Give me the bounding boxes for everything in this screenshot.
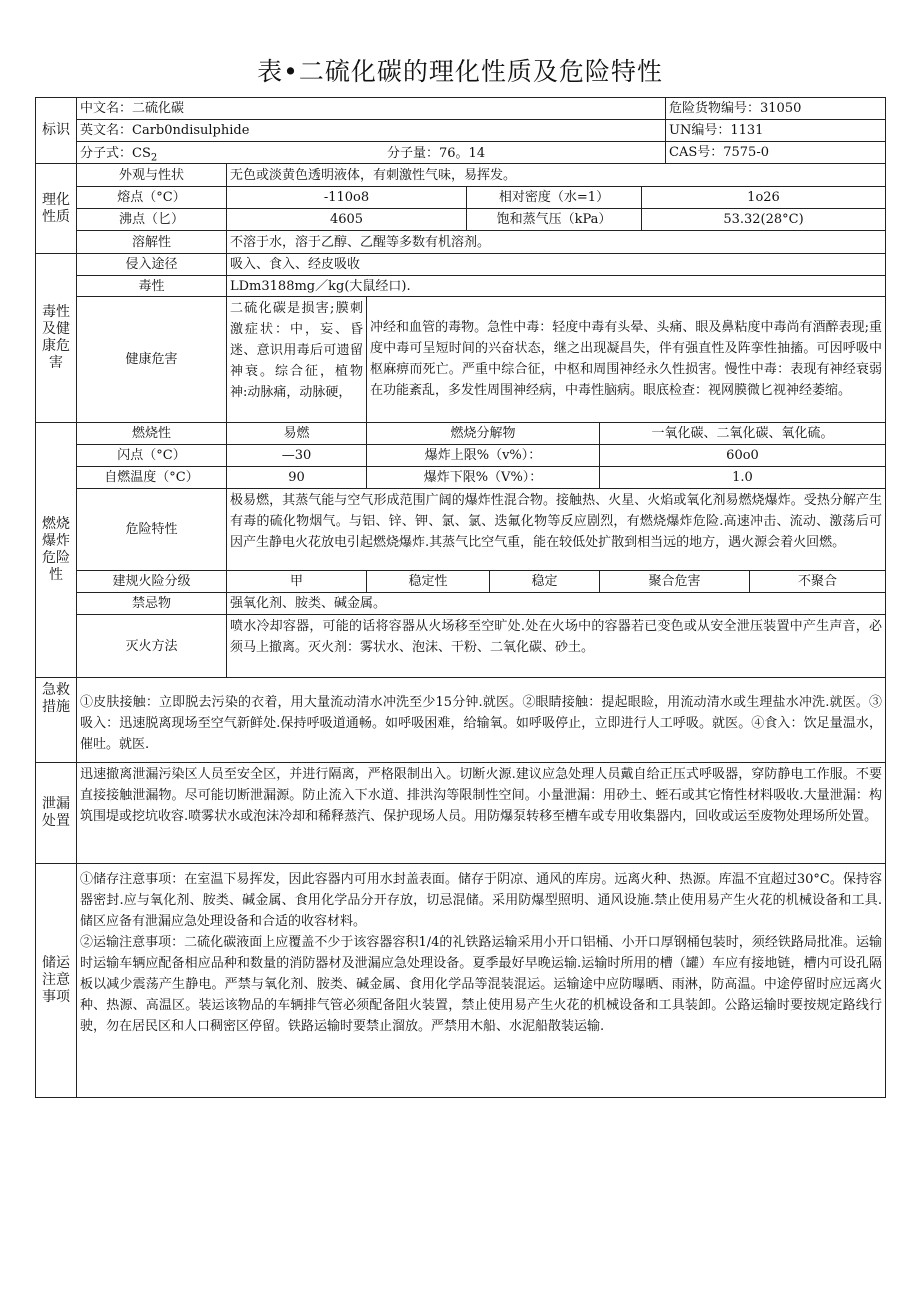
lower-explosion-limit-value: 1.0 [599, 466, 886, 489]
lower-explosion-limit-label: 爆炸下限%（V%）： [366, 466, 600, 489]
storage-paragraph: ①储存注意事项：在室温下易挥发，因此容器内可用水封盖表面。储存于阴凉、通风的库房。远离火种、热源。库温不宜超过30°C。保持容器密封.应与氧化剂、胺类、碱金属、食用化学品分开存放，切忌混储。采用防爆型照明、通风设施.禁止使用易产生火花的机械设备和工具.储区应备有泄漏应急处理设备和合适的收容材料。 [80, 872, 882, 929]
vapor-pressure-label: 饱和蒸气压（kPa） [466, 208, 642, 231]
section-label-fire: 燃烧爆炸危险性 [35, 422, 77, 678]
stability-value: 稳定 [489, 570, 600, 593]
polymerization-value: 不聚合 [749, 570, 886, 593]
melting-point-label: 熔点（°C） [76, 186, 227, 209]
english-name: 英文名：Carb0ndisulphide [76, 119, 666, 142]
combustion-products-value: 一氧化碳、二氧化碳、氧化硫。 [599, 422, 886, 445]
autoignition-label: 自燃温度（°C） [76, 466, 227, 489]
page-title: 表•二硫化碳的理化性质及危险特性 [257, 57, 663, 86]
section-label-physchem: 理化性质 [35, 163, 77, 254]
formula-row [76, 141, 666, 164]
incompatible-value: 强氧化剂、胺类、碱金属。 [226, 592, 886, 615]
storage-value [76, 863, 886, 1098]
section-label-storage: 储运注意事项 [35, 863, 77, 1098]
vapor-pressure-value: 53.32(28°C) [641, 208, 886, 231]
un-number: UN编号：1131 [665, 119, 886, 142]
melting-point-value: -110o8 [226, 186, 467, 209]
hazard-goods-number: 危险货物编号：31050 [665, 97, 886, 120]
combustion-products-label: 燃烧分解物 [366, 422, 600, 445]
solubility-label: 溶解性 [76, 230, 227, 254]
flash-point-label: 闪点（°C） [76, 444, 227, 467]
entry-route-value: 吸入、食入、经皮吸收 [226, 253, 886, 276]
fire-class-label: 建规火险分级 [76, 570, 227, 593]
incompatible-label: 禁忌物 [76, 592, 227, 615]
solubility-value: 不溶于水，溶于乙醇、乙醒等多数有机溶剂。 [226, 230, 886, 254]
danger-characteristics-label: 危险特性 [76, 488, 227, 571]
toxicity-label: 毒性 [76, 275, 227, 297]
combustibility-value: 易燃 [226, 422, 367, 445]
health-hazard-label: 健康危害 [76, 296, 227, 423]
section-label-toxicity: 毒性及健康危害 [35, 253, 77, 423]
appearance-value: 无色或淡黄色透明液体，有刺激性气味，易挥发。 [226, 163, 886, 187]
transport-paragraph: ②运输注意事项：二硫化碳液面上应覆盖不少于该容器容积1/4的礼铁路运输采用小开口铝桶、小开口厚钢桶包装时，须经铁路局批准。运输时运输车辆应配备相应品种和数量的消防器材及泄漏应急处理设备。夏季最好早晚运输.运输时所用的槽（罐）车应有接地链，槽内可设孔隔板以减少震荡产生静电。严禁与氧化剂、胺类、碱金属、食用化学品等混装混运。运输途中应防曝晒、雨淋，防高温。中途停留时应远离火种、热源、高温区。装运该物品的车辆排气管必须配备阻火装置，禁止使用易产生火花的机械设备和工具装卸。公路运输时要按规定路线行驶，勿在居民区和人口稠密区停留。铁路运输时要禁止溜放。严禁用木船、水泥船散装运输. [80, 935, 882, 1034]
extinguishing-value: 喷水冷却容器，可能的话将容器从火场移至空旷处.处在火场中的容器若已变色或从安全泄压装置中产生声音，必须马上撤离。灭火剂：雾状水、泡沫、干粉、二氧化碳、砂土。 [226, 614, 886, 678]
appearance-label: 外观与性状 [76, 163, 227, 187]
combustibility-label: 燃烧性 [76, 422, 227, 445]
chinese-name: 中文名：二硫化碳 [76, 97, 666, 120]
section-label-first-aid: 急救措施 [35, 677, 77, 763]
upper-explosion-limit-label: 爆炸上限%（v%）： [366, 444, 600, 467]
first-aid-value: ①皮肤接触：立即脱去污染的衣着，用大量流动清水冲洗至少15分钟.就医。②眼睛接触：提起眼睑，用流动清水或生理盐水冲洗.就医。③吸入：迅速脱离现场至空气新鲜处.保持呼吸道通畅。如呼吸困难，给输氧。如呼吸停止，立即进行人工呼吸。就医。④食入：饮足量温水，催吐。就医. [76, 677, 886, 763]
relative-density-label: 相对密度（水=1） [466, 186, 642, 209]
stability-label: 稳定性 [366, 570, 490, 593]
polymerization-label: 聚合危害 [599, 570, 750, 593]
molecular-formula: 分子式：$CS_2$ [80, 146, 158, 164]
msds-table [35, 97, 886, 1098]
leakage-value: 迅速撤离泄漏污染区人员至安全区，并进行隔离，严格限制出入。切断火源.建议应急处理人员戴自给正压式呼吸器，穿防静电工作服。不要直接接触泄漏物。尽可能切断泄漏源。防止流入下水道、排洪沟等限制性空间。小量泄漏：用砂土、蛭石或其它惰性材料吸收.大量泄漏：构筑围堤或挖坑收容.喷雾状水或泡沫冷却和稀释蒸汽、保护现场人员。用防爆泵转移至槽车或专用收集器内，回收或运至废物处理场所处置。 [76, 762, 886, 864]
fire-class-value: 甲 [226, 570, 367, 593]
health-hazard-left: 二硫化碳是损害;膜刺激症状：中，妄、昏迷、意识用毒后可遗留神衰。综合征，植物神:动脉痛，动脉硬， [226, 296, 367, 423]
upper-explosion-limit-value: 60o0 [599, 444, 886, 467]
danger-characteristics-value: 极易燃，其蒸气能与空气形成范围广阔的爆炸性混合物。接触热、火星、火焰或氧化剂易燃烧爆炸。受热分解产生有毒的硫化物烟气。与铝、锌、钾、氯、氯、迭氟化物等反应剧烈，有燃烧爆炸危险.高速冲击、流动、激荡后可因产生静电火花放电引起燃烧爆炸.其蒸气比空气重，能在较低处扩散到相当远的地方，遇火源会着火回燃。 [226, 488, 886, 571]
autoignition-value: 90 [226, 466, 367, 489]
boiling-point-label: 沸点（匕） [76, 208, 227, 231]
molecular-weight: 分子量：76。14 [387, 146, 486, 161]
extinguishing-label: 灭火方法 [76, 614, 227, 678]
section-label-identification: 标识 [35, 97, 77, 164]
toxicity-value: LDm3188mg／kg(大鼠经口). [226, 275, 886, 297]
flash-point-value: —30 [226, 444, 367, 467]
health-hazard-right: 冲经和血管的毒物。急性中毒：轻度中毒有头晕、头痛、眼及鼻粘度中毒尚有酒醉表现;重度中毒可呈短时间的兴奋状态，继之出现凝昌失，伴有强直性及阵挛性抽搐。可因呼吸中枢麻痹而死亡。严重中综合征，中枢和周围神经永久性损害。慢性中毒：表现有神经衰弱在功能紊乱，多发性周围神经病，中毒性脑病。眼底检查：视网膜微匕视神经萎缩。 [366, 296, 886, 423]
cas-number: CAS号：7575-0 [665, 141, 886, 164]
relative-density-value: 1o26 [641, 186, 886, 209]
entry-route-label: 侵入途径 [76, 253, 227, 276]
section-label-leakage: 泄漏处置 [35, 762, 77, 864]
boiling-point-value: 4605 [226, 208, 467, 231]
